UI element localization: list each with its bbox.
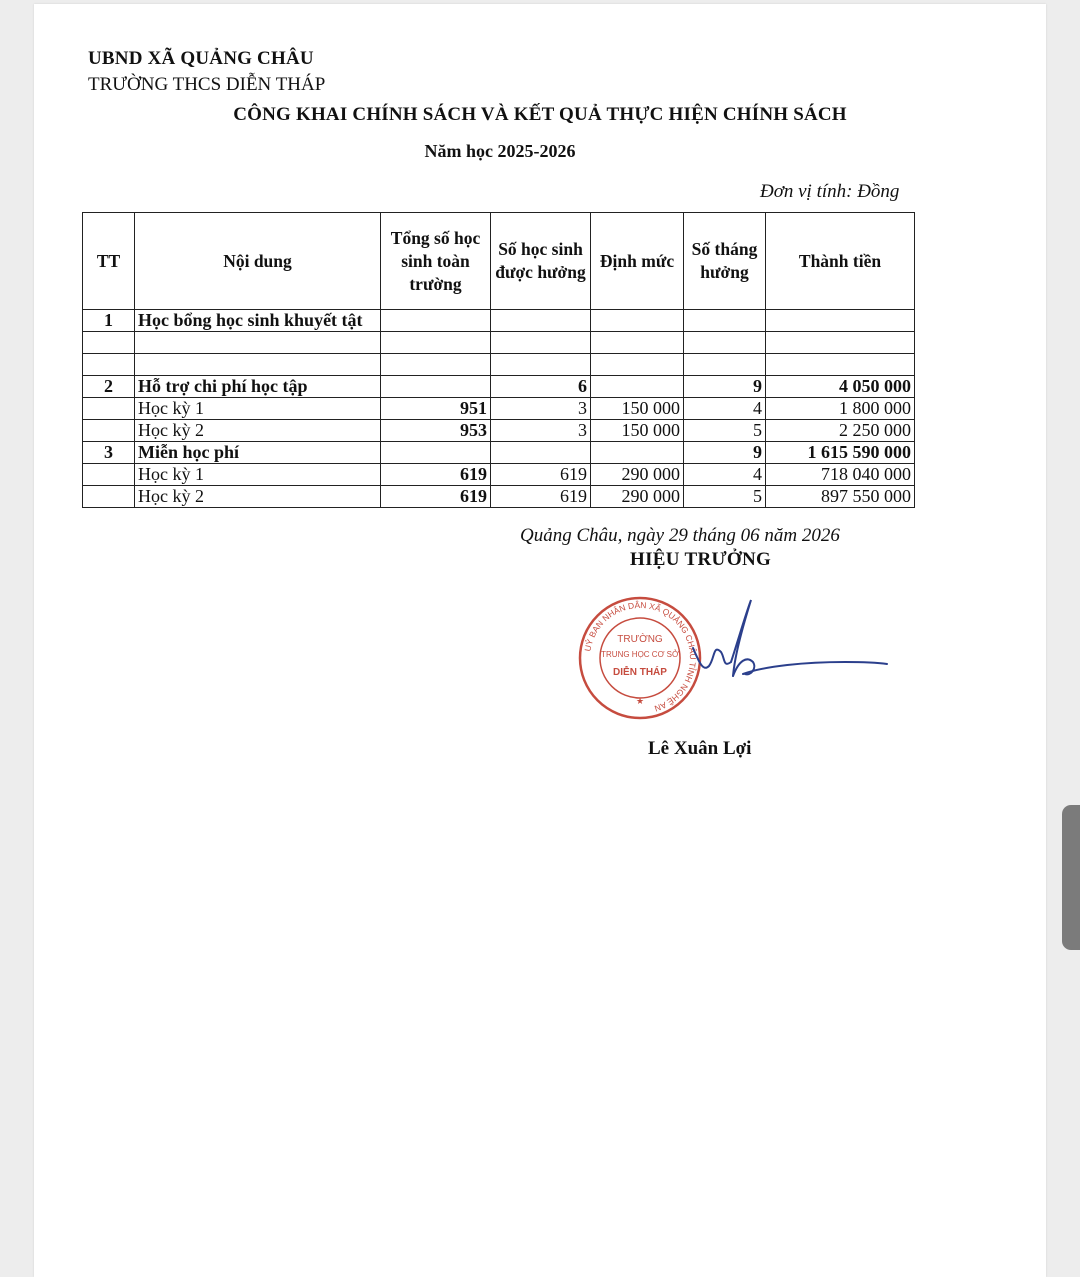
cell-amount: 1 800 000 — [766, 398, 915, 420]
cell-rate — [591, 332, 684, 354]
cell-rate: 290 000 — [591, 486, 684, 508]
col-header-total: Tổng số học sinh toàn trường — [381, 213, 491, 310]
col-header-months: Số tháng hưởng — [684, 213, 766, 310]
cell-content: Học kỳ 2 — [135, 486, 381, 508]
cell-amount: 2 250 000 — [766, 420, 915, 442]
policy-table — [82, 212, 915, 508]
cell-months: 5 — [684, 420, 766, 442]
stamp-and-signature — [575, 596, 895, 726]
cell-months: 4 — [684, 464, 766, 486]
cell-months — [684, 354, 766, 376]
cell-beneficiaries: 619 — [491, 464, 591, 486]
table-row — [83, 376, 915, 398]
cell-beneficiaries — [491, 332, 591, 354]
col-header-rate: Định mức — [591, 213, 684, 310]
cell-tt: 3 — [83, 442, 135, 464]
cell-tt — [83, 464, 135, 486]
cell-months — [684, 310, 766, 332]
cell-tt — [83, 354, 135, 376]
cell-beneficiaries: 3 — [491, 420, 591, 442]
handwritten-signature — [693, 600, 887, 676]
cell-content — [135, 354, 381, 376]
cell-beneficiaries: 6 — [491, 376, 591, 398]
cell-total — [381, 310, 491, 332]
cell-rate: 150 000 — [591, 398, 684, 420]
cell-amount: 4 050 000 — [766, 376, 915, 398]
stamp-line-3: DIỄN THÁP — [613, 667, 667, 678]
cell-amount: 718 040 000 — [766, 464, 915, 486]
table-row — [83, 486, 915, 508]
cell-rate — [591, 310, 684, 332]
table-row — [83, 354, 915, 376]
unit-note: Đơn vị tính: Đồng — [760, 181, 900, 202]
document-subtitle: Năm học 2025-2026 — [424, 141, 576, 161]
cell-total — [381, 442, 491, 464]
table-row — [83, 398, 915, 420]
cell-months: 4 — [684, 398, 766, 420]
cell-tt — [83, 332, 135, 354]
signer-role: HIỆU TRƯỞNG — [630, 549, 772, 570]
cell-total — [381, 376, 491, 398]
cell-content: Học kỳ 1 — [135, 398, 381, 420]
cell-total: 619 — [381, 486, 491, 508]
cell-amount: 897 550 000 — [766, 486, 915, 508]
cell-total — [381, 332, 491, 354]
cell-content: Học kỳ 2 — [135, 420, 381, 442]
cell-beneficiaries — [491, 442, 591, 464]
stamp-star-icon: ★ — [635, 696, 645, 706]
col-header-content: Nội dung — [135, 213, 381, 310]
document-title: CÔNG KHAI CHÍNH SÁCH VÀ KẾT QUẢ THỰC HIỆN CHÍNH SÁCH — [233, 104, 847, 125]
cell-months — [684, 332, 766, 354]
org-line-2: TRƯỜNG THCS DIỄN THÁP — [88, 74, 326, 95]
stamp-ring-text: UỶ BAN NHÂN DÂN XÃ QUẢNG CHÂU TỈNH NGHỆ AN — [582, 599, 699, 714]
cell-amount: 1 615 590 000 — [766, 442, 915, 464]
cell-rate: 290 000 — [591, 464, 684, 486]
org-line-1: UBND XÃ QUẢNG CHÂU — [88, 48, 314, 69]
cell-amount — [766, 332, 915, 354]
col-header-tt: TT — [83, 213, 135, 310]
cell-content: Miễn học phí — [135, 442, 381, 464]
col-header-beneficiaries: Số học sinh được hưởng — [491, 213, 591, 310]
cell-months: 9 — [684, 376, 766, 398]
cell-beneficiaries: 3 — [491, 398, 591, 420]
cell-content: Học kỳ 1 — [135, 464, 381, 486]
cell-total: 951 — [381, 398, 491, 420]
cell-tt — [83, 398, 135, 420]
stamp-line-1: TRƯỜNG — [617, 634, 663, 645]
cell-months: 5 — [684, 486, 766, 508]
stamp-line-2: TRUNG HỌC CƠ SỞ — [601, 650, 679, 659]
cell-total: 619 — [381, 464, 491, 486]
table-row — [83, 332, 915, 354]
cell-amount — [766, 310, 915, 332]
table-row — [83, 420, 915, 442]
table-row — [83, 464, 915, 486]
cell-content: Hỗ trợ chi phí học tập — [135, 376, 381, 398]
cell-tt: 2 — [83, 376, 135, 398]
cell-total — [381, 354, 491, 376]
official-stamp — [580, 598, 700, 718]
cell-tt — [83, 420, 135, 442]
signer-name: Lê Xuân Lợi — [648, 738, 752, 759]
table-row — [83, 310, 915, 332]
cell-total: 953 — [381, 420, 491, 442]
cell-months: 9 — [684, 442, 766, 464]
cell-beneficiaries — [491, 354, 591, 376]
cell-rate — [591, 442, 684, 464]
place-date: Quảng Châu, ngày 29 tháng 06 năm 2026 — [520, 525, 840, 546]
table-header-row — [83, 213, 915, 310]
scrollbar-thumb[interactable] — [1062, 805, 1080, 950]
table-row — [83, 442, 915, 464]
cell-rate: 150 000 — [591, 420, 684, 442]
col-header-amount: Thành tiền — [766, 213, 915, 310]
cell-tt — [83, 486, 135, 508]
cell-content — [135, 332, 381, 354]
cell-content: Học bổng học sinh khuyết tật — [135, 310, 381, 332]
cell-rate — [591, 354, 684, 376]
cell-rate — [591, 376, 684, 398]
cell-beneficiaries — [491, 310, 591, 332]
cell-amount — [766, 354, 915, 376]
cell-tt: 1 — [83, 310, 135, 332]
cell-beneficiaries: 619 — [491, 486, 591, 508]
